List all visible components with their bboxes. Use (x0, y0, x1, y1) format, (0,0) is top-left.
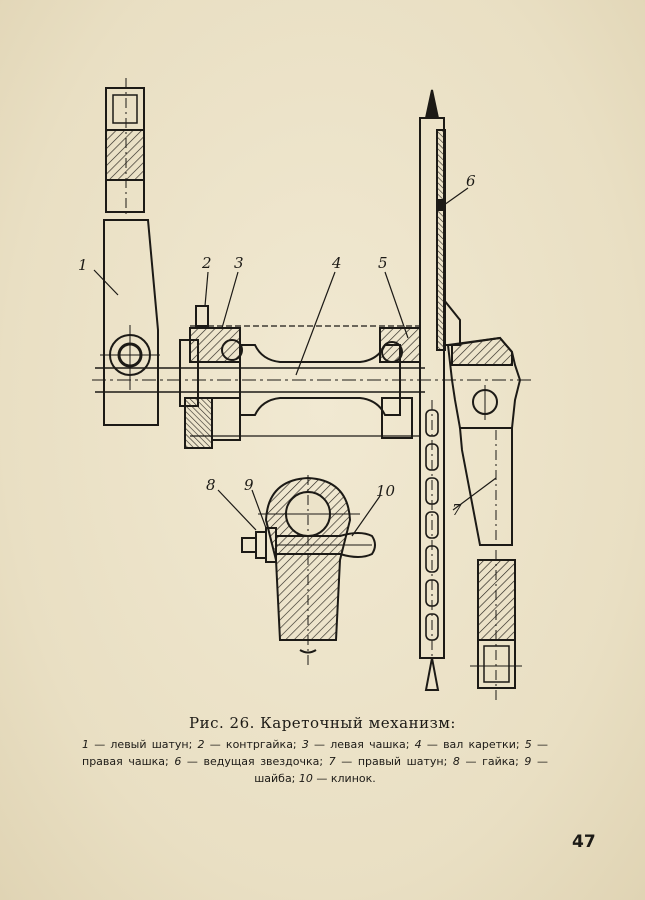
legend-item: 1 — левый шатун; (82, 738, 198, 751)
legend-item: 9 — шайба; (254, 755, 549, 785)
label-4: 4 (332, 254, 342, 272)
figure-caption-title: Рис. 26. Кареточный механизм: (189, 714, 456, 732)
page-number: 47 (572, 832, 596, 852)
legend-item: 5 — правая чашка; (82, 738, 548, 768)
label-6: 6 (466, 172, 476, 190)
right-crank (448, 338, 522, 700)
legend-item: 7 — правый шатун; (328, 755, 453, 768)
legend-item: 3 — левая чашка; (301, 738, 415, 751)
label-8: 8 (206, 476, 216, 494)
label-3: 3 (234, 254, 244, 272)
legend-item: 8 — гайка; (452, 755, 525, 768)
cotter-pin-section (242, 475, 375, 665)
label-7: 7 (452, 501, 462, 519)
label-2: 2 (202, 254, 212, 272)
label-5: 5 (378, 254, 388, 272)
left-crank (100, 78, 160, 425)
label-10: 10 (376, 482, 396, 500)
figure-legend (82, 736, 548, 787)
legend-item: 4 — вал каретки; (414, 738, 525, 751)
legend-item: 6 — ведущая звездочка; (174, 755, 329, 768)
label-9: 9 (244, 476, 254, 494)
legend-item: 10 — клинок. (298, 772, 376, 785)
legend-item: 2 — контргайка; (197, 738, 302, 751)
label-1: 1 (78, 256, 88, 274)
